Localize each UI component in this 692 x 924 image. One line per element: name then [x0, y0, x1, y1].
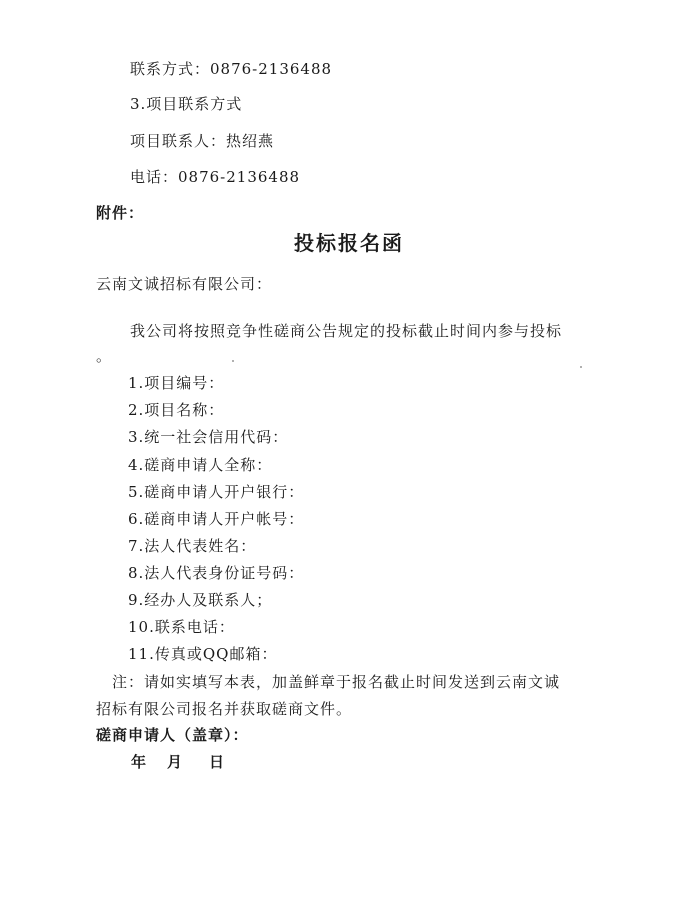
addressee: 云南文诚招标有限公司： [96, 275, 273, 293]
field-item: 4.磋商申请人全称： [128, 456, 273, 474]
field-item: 10.联系电话： [128, 618, 235, 636]
field-item: 2.项目名称： [128, 401, 225, 419]
scan-speck [232, 360, 234, 362]
date-day: 日 [209, 753, 226, 771]
note-line-2: 招标有限公司报名并获取磋商文件。 [96, 700, 353, 718]
attachment-label: 附件： [96, 204, 145, 222]
form-title: 投标报名函 [294, 231, 404, 255]
note-line-1: 注：请如实填写本表，加盖鲜章于报名截止时间发送到云南文诚 [112, 673, 561, 691]
project-contact-phone: 电话：0876-2136488 [130, 168, 301, 186]
section-3-heading: 3.项目联系方式 [130, 95, 243, 113]
contact-phone-line: 联系方式：0876-2136488 [130, 60, 333, 78]
intro-line-1: 我公司将按照竞争性磋商公告规定的投标截止时间内参与投标 [130, 322, 563, 340]
field-item: 5.磋商申请人开户银行： [128, 483, 305, 501]
field-item: 3.统一社会信用代码： [128, 428, 289, 446]
field-item: 7.法人代表姓名： [128, 537, 257, 555]
field-item: 9.经办人及联系人； [128, 591, 273, 609]
date-year: 年 [131, 753, 148, 771]
scan-speck [580, 366, 582, 368]
intro-line-2: 。 [96, 347, 113, 365]
field-item: 8.法人代表身份证号码： [128, 564, 305, 582]
field-item: 1.项目编号： [128, 374, 225, 392]
field-item: 11.传真或QQ邮箱： [128, 645, 278, 663]
field-item: 6.磋商申请人开户帐号： [128, 510, 305, 528]
date-month: 月 [167, 753, 184, 771]
signature-label: 磋商申请人（盖章）： [96, 726, 249, 744]
project-contact-person: 项目联系人：热绍燕 [130, 132, 275, 150]
